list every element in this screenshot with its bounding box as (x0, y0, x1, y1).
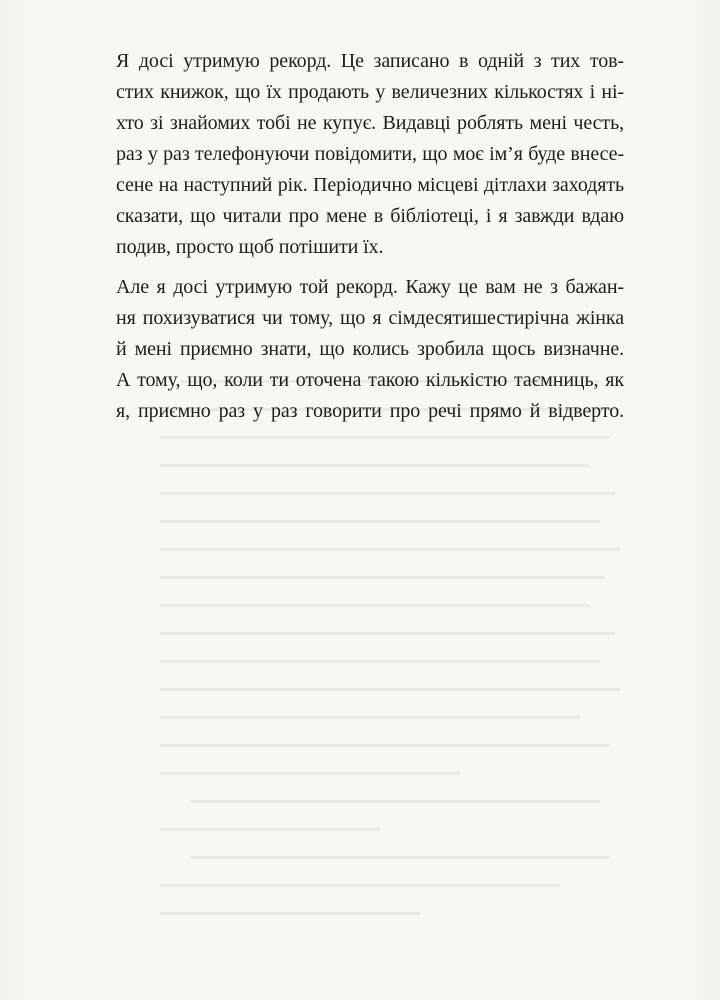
text-line: й мені приємно знати, що колись зробила щось визначне. (116, 338, 624, 360)
text-line: подив, просто щоб потішити їх. (116, 236, 384, 258)
text-line: хто зі знайомих тобі не купує. Видавці роблять мені честь, (116, 112, 624, 134)
text-line: Але я досі утримую той рекорд. Кажу це вам не з бажан- (116, 276, 624, 298)
text-line: А тому, що, коли ти оточена такою кількістю таємниць, як (116, 369, 624, 391)
text-line: раз у раз телефонуючи повідомити, що моє ім’я буде внесе- (116, 143, 624, 165)
text-line: ня похизуватися чи тому, що я сімдесятишестирічна жінка (116, 307, 624, 329)
text-line: стих книжок, що їх продають у величезних кількостях і ні- (116, 81, 624, 103)
text-line: сказати, що читали про мене в бібліотеці, і я завжди вдаю (116, 205, 624, 227)
text-line: я, приємно раз у раз говорити про речі прямо й відверто. (116, 400, 624, 422)
reverse-side-bleed-through (160, 370, 630, 930)
paragraph-2 (116, 272, 624, 427)
body-text (116, 46, 624, 427)
paragraph-1 (116, 46, 624, 263)
text-line: сене на наступний рік. Періодично місцеві дітлахи заходять (116, 174, 624, 196)
text-line: Я досі утримую рекорд. Це записано в одній з тих тов- (116, 50, 624, 72)
